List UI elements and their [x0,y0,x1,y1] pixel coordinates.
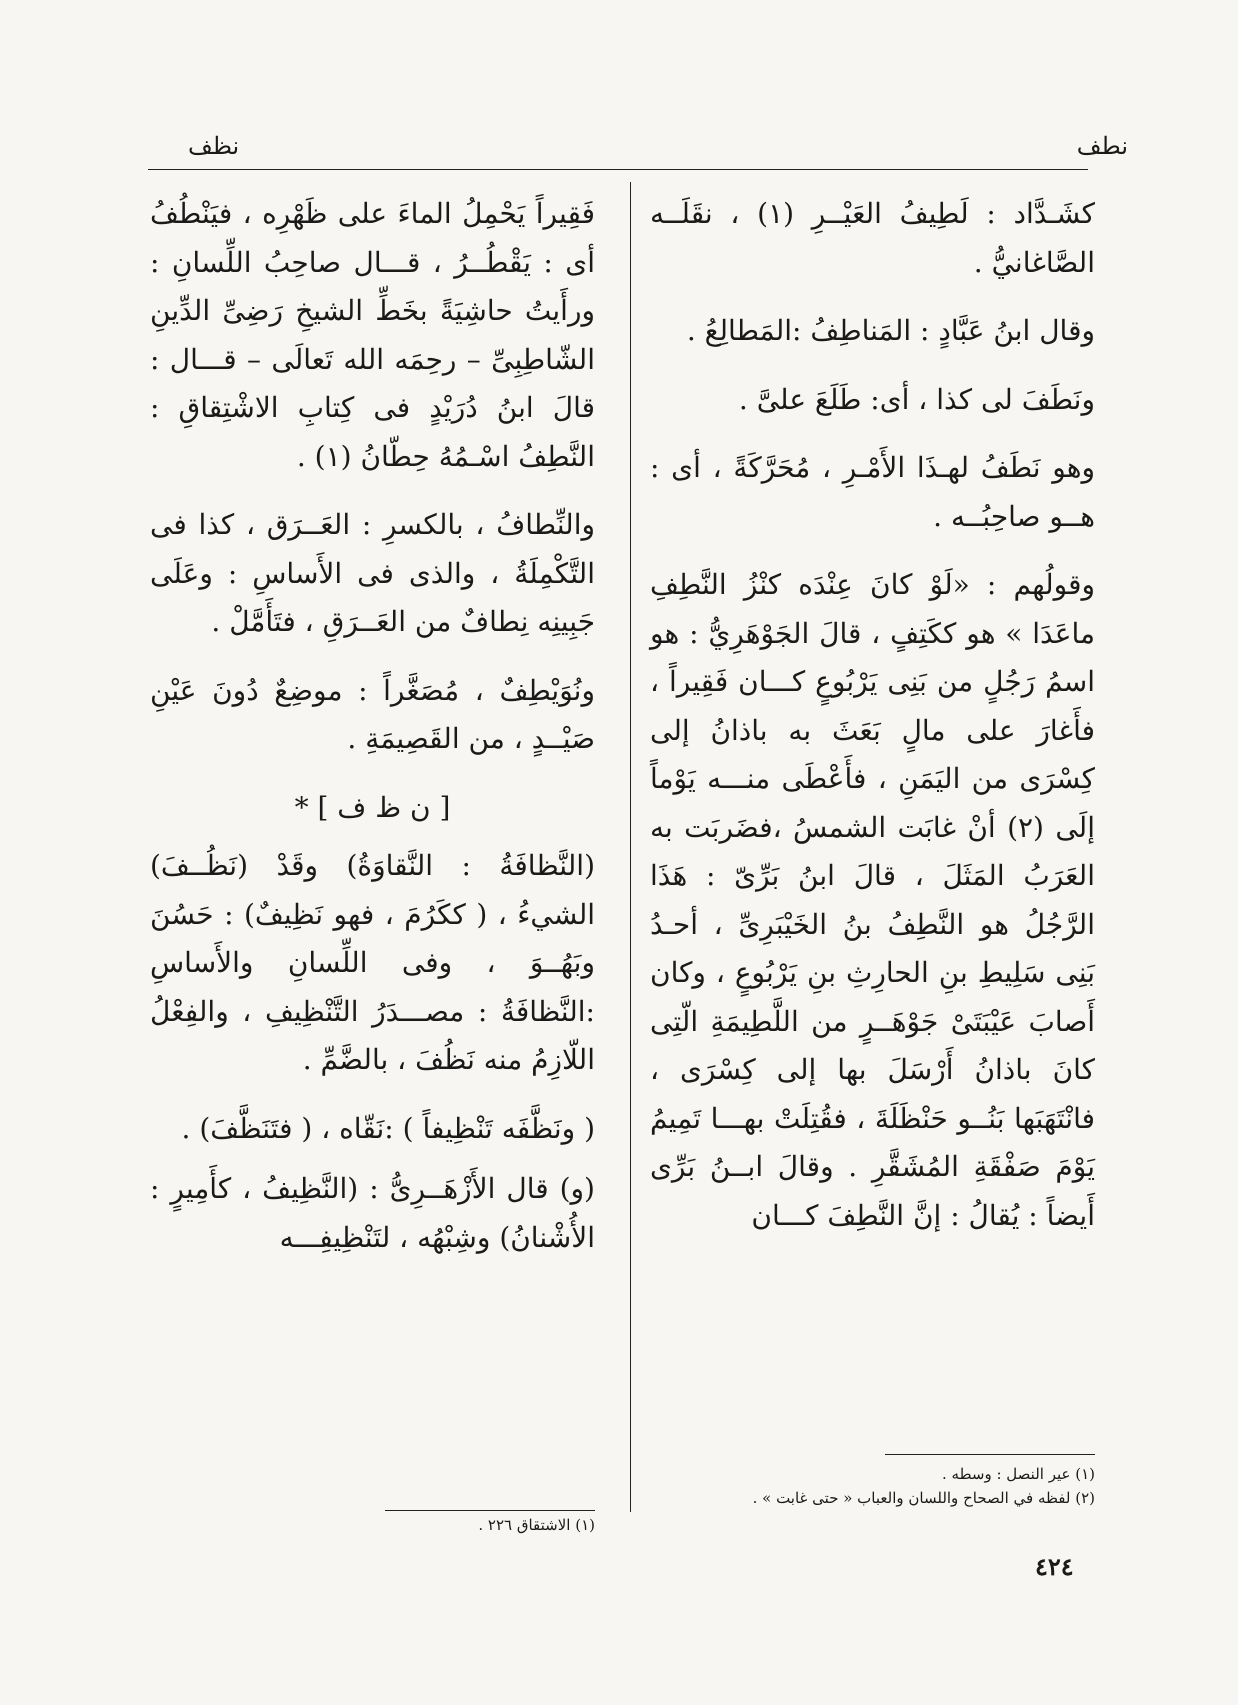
paragraph: (النَّظافَةُ : النَّقاوَةُ) وقَدْ (نَظُــفَ) الشيءُ ، ( ككَرُمَ ، فهو نَظِيفٌ) : حَسُنَ وبَهُــوَ ، وفى اللِّسانِ والأَساسِ :النَّظافَةُ : مصـــدَرُ التَّنْظِيفِ ، والفِعْلُ اللّازِمُ منه نَظُفَ ، بالضَّمِّ . [150,849,595,1076]
paragraph: والنِّطافُ ، بالكسرِ : العَــرَق ، كذا فى التَّكْمِلَةُ ، والذى فى الأَساسِ : وعَلَى جَبِينِه نِطافٌ من العَــرَقِ ، فتَأَمَّلْ . [150,508,595,638]
paragraph: وهو نَطَفُ لهـذَا الأَمْـرِ ، مُحَرَّكَةً ، أى : هــو صاحِبُــه . [650,451,1095,533]
paragraph: ونُوَيْطِفٌ ، مُصَغَّراً : موضِعٌ دُونَ عَيْنِ صَيْــدٍ ، من القَصِيمَةِ . [150,673,595,755]
footnote-rule-right [885,1454,1095,1455]
footnote: (٢) لفظه في الصحاح واللسان والعباب « حتى غابت » . [752,1489,1095,1507]
footnotes-right [700,1462,1095,1510]
right-column [650,190,1095,1260]
paragraph: وقولُهم : «لَوْ كانَ عِنْدَه كنْزُ النَّطِفِ ماعَدَا » هو ككَتِفٍ ، قالَ الجَوْهَرِيُّ : هو اسمُ رَجُلٍ من بَنِى يَرْبُوعٍ كـــان فَقِيراً ، فأَغارَ على مالٍ بَعَثَ به باذانُ إلى كِسْرَى من اليَمَنِ ، فأَعْطَى منـــه يَوْماً إلَى (٢) أنْ غابَت الشمسُ ،فضَربَت به العَرَبُ المَثَلَ ، قالَ ابنُ بَرِّىّ : هَذَا الرَّجُلُ هو النَّطِفُ بنُ الخَيْبَرِىِّ ، أحـدُ بَنِى سَلِيطِ بنِ الحارِثِ بنِ يَرْبُوعٍ ، وكان أَصابَ عَيْبَتَىْ جَوْهَــرٍ من اللَّطِيمَةِ الّتِى كانَ باذانُ أَرْسَلَ بها إلى كِسْرَى ، فانْتَهَبَها بَنُــو حَنْظَلَةَ ، فقُتِلَتْ بهـــا تَمِيمُ يَوْمَ صَفْقَةِ المُشَقَّرِ . وقالَ ابــنُ بَرِّى أَيضاً : يُقالُ : إنَّ النَّطِفَ كـــان [650,568,1095,1232]
paragraph: (و) قال الأَزْهَــرِىُّ : (النَّظِيفُ ، كأَمِيرٍ : الأُشْنانُ) وشِبْهُه ، لتَنْظِيفِـــه [150,1172,595,1254]
page-number: ٤٢٤ [1035,1552,1074,1581]
header-rule [148,169,1088,170]
footnote: (١) عير النصل : وسطه . [942,1465,1095,1483]
entry-heading: [ ن ظ ف ] * [294,790,451,824]
paragraph: كشَـدَّاد : لَطِيفُ العَيْــرِ (١) ، نقَلَــه الصَّاغانيُّ . [650,197,1095,279]
running-header-right: نطف [1076,132,1128,160]
footnote: (١) الاشتقاق ٢٢٦ . [478,1516,595,1534]
footnotes-left [300,1514,595,1536]
paragraph: فَقِيراً يَحْمِلُ الماءَ على ظَهْرِه ، فيَنْطُفُ أى : يَقْطُــرُ ، قـــال صاحِبُ اللِّسانِ : ورأَيتُ حاشِيَةً بخَطِّ الشيخِ رَضِىِّ الدِّينِ الشّاطِبِىِّ – رحِمَه الله تَعالَى – قـــال : قالَ ابنُ دُرَيْدٍ فى كِتابِ الاشْتِقاقِ : النَّطِفُ اسْـمُهُ حِطّانُ (١) . [150,197,595,473]
paragraph: ( ونَظَّفَه تَنْظِيفاً ) :نَقّاه ، ( فتَنَظَّفَ) . [181,1111,595,1145]
paragraph: وقال ابنُ عَبَّادٍ : المَناطِفُ :المَطالِعُ . [686,314,1095,347]
left-column [150,190,595,1282]
column-divider [630,182,631,1512]
paragraph: ونَطَفَ لى كذا ، أى: طَلَعَ علىَّ . [738,382,1095,416]
footnote-rule-left [385,1510,595,1511]
running-header-left: نظف [188,132,240,160]
